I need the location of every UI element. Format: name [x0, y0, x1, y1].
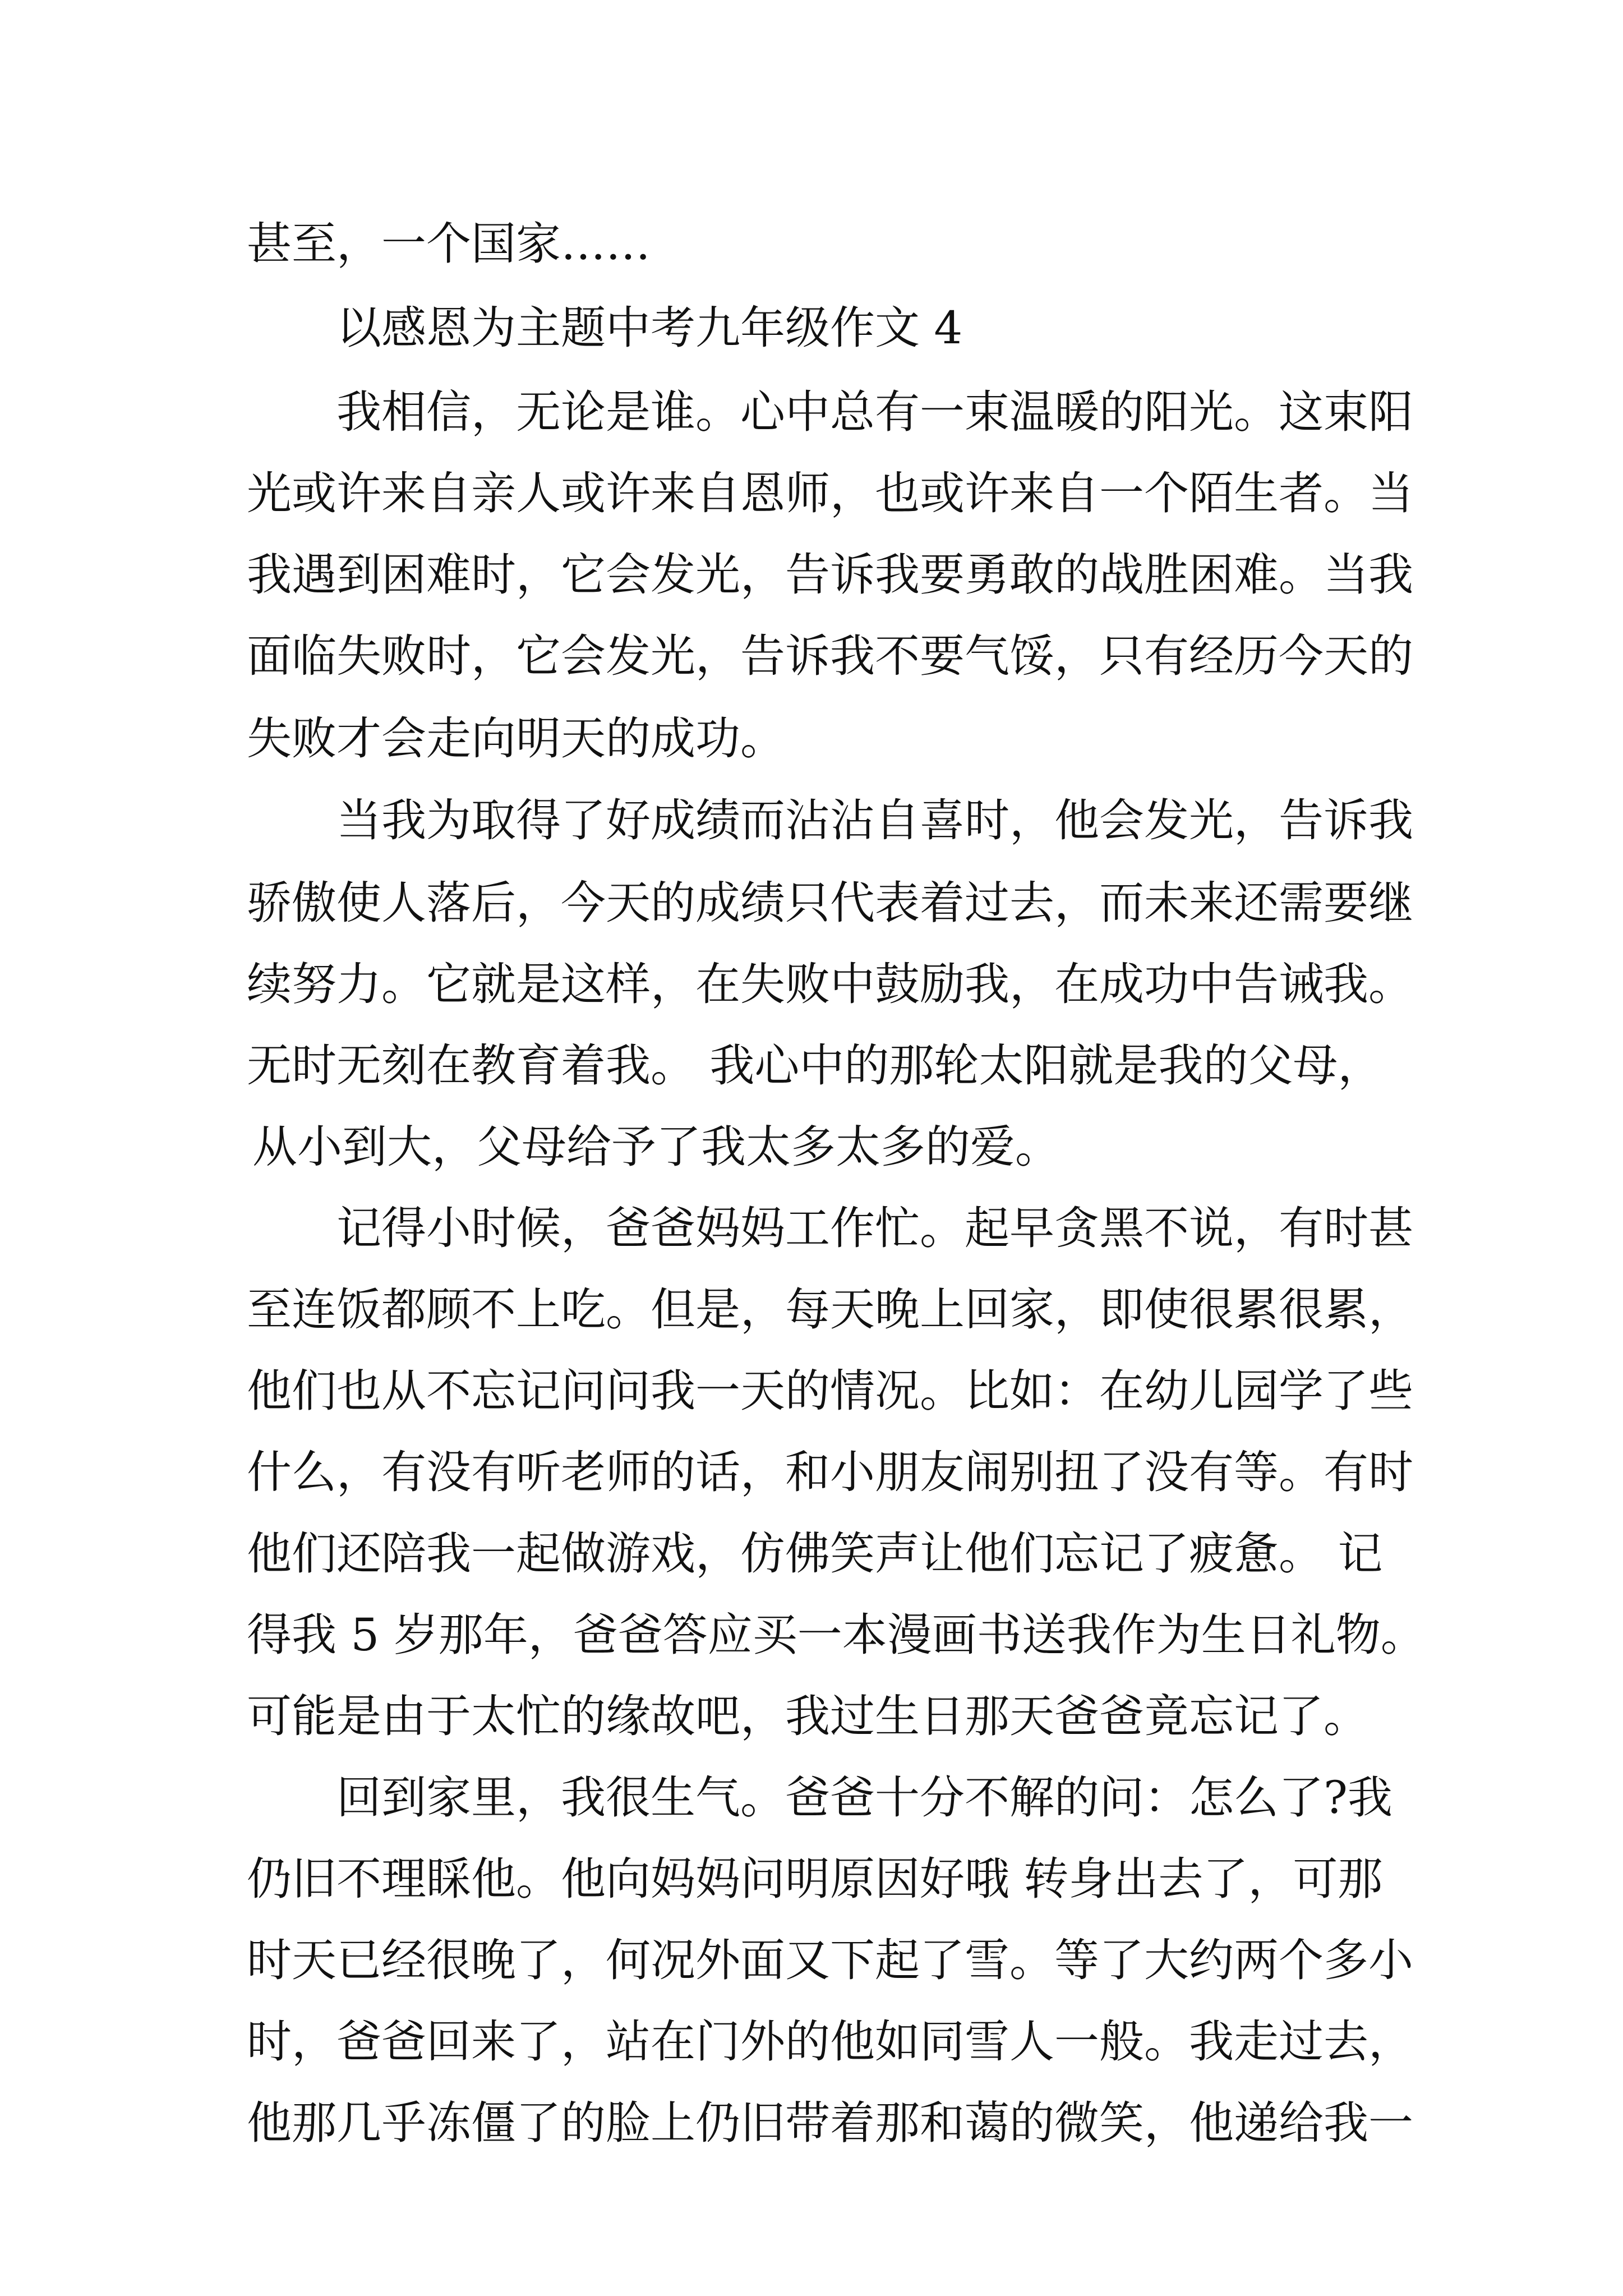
text-line: 失败才会走向明天的成功。: [247, 712, 785, 765]
text-line: 他们还陪我一起做游戏，仿佛笑声让他们忘记了疲惫。 记: [247, 1527, 1383, 1580]
text-line: 我相信，无论是谁。心中总有一束温暖的阳光。这束阳: [336, 386, 1413, 438]
text-line: 光或许来自亲人或许来自恩师，也或许来自一个陌生者。当: [247, 467, 1413, 519]
text-line: 得我 5 岁那年，爸爸答应买一本漫画书送我作为生日礼物。: [247, 1609, 1426, 1661]
text-line: 续努力。它就是这样，在失败中鼓励我，在成功中告诫我。: [247, 958, 1413, 1010]
text-line: 仍旧不理睬他。他向妈妈问明原因好哦 转身出去了，可那: [247, 1853, 1383, 1905]
text-line: 回到家里，我很生气。爸爸十分不解的问：怎么了?我: [336, 1772, 1393, 1824]
text-line: 骄傲使人落后，今天的成绩只代表着过去，而未来还需要继: [247, 877, 1413, 929]
text-line: 可能是由于太忙的缘故吧，我过生日那天爸爸竟忘记了。: [247, 1690, 1368, 1742]
text-line: 他那几乎冻僵了的脸上仍旧带着那和蔼的微笑，他递给我一: [247, 2097, 1413, 2149]
text-line: 甚至，一个国家……: [247, 218, 651, 270]
text-line: 时天已经很晚了，何况外面又下起了雪。等了大约两个多小: [247, 1934, 1413, 1986]
text-line: 无时无刻在教育着我。 我心中的那轮太阳就是我的父母，: [247, 1039, 1383, 1092]
text-line: 他们也从不忘记问问我一天的情况。比如：在幼儿园学了些: [247, 1365, 1413, 1417]
text-line: 至连饭都顾不上吃。但是，每天晚上回家，即使很累很累，: [247, 1283, 1413, 1336]
text-line: 我遇到困难时，它会发光，告诉我要勇敢的战胜困难。当我: [247, 549, 1413, 601]
text-line: 什么，有没有听老师的话，和小朋友闹别扭了没有等。有时: [247, 1446, 1413, 1498]
text-line: 从小到大，父母给予了我太多太多的爱。: [252, 1121, 1060, 1173]
text-line: 面临失败时，它会发光，告诉我不要气馁，只有经历今天的: [247, 630, 1413, 682]
text-line: 当我为取得了好成绩而沾沾自喜时，他会发光，告诉我: [336, 794, 1413, 846]
text-line: 时，爸爸回来了，站在门外的他如同雪人一般。我走过去，: [247, 2016, 1413, 2068]
essay-heading: 以感恩为主题中考九年级作文 4: [336, 302, 963, 354]
text-line: 记得小时候，爸爸妈妈工作忙。起早贪黑不说，有时甚: [336, 1202, 1413, 1254]
